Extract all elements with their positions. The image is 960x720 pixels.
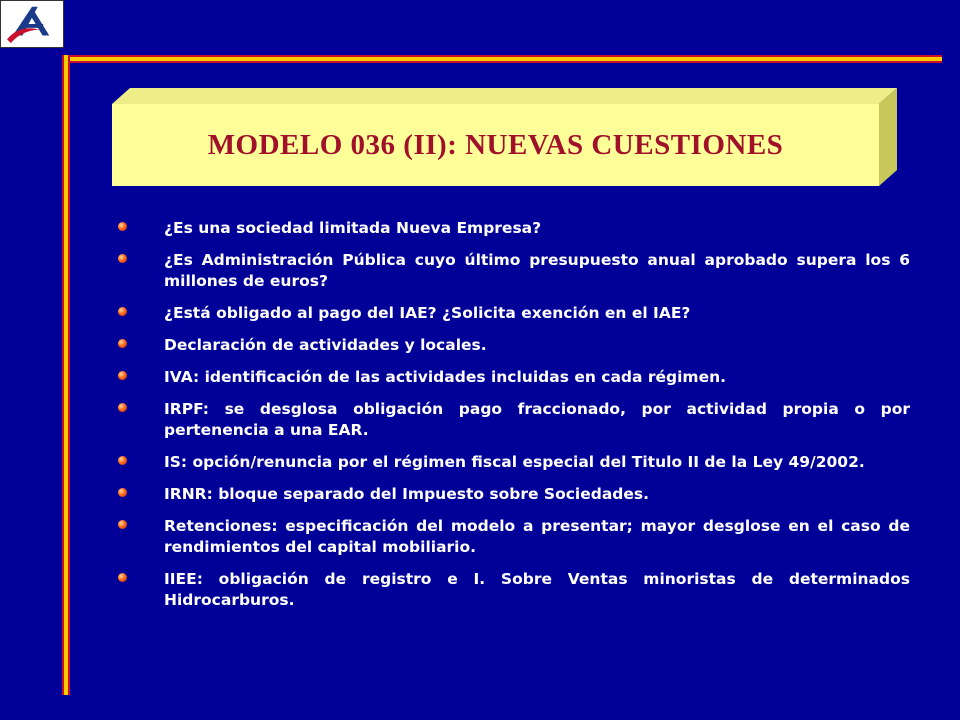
bullet-icon [118,254,127,263]
list-item [118,303,910,324]
list-item-text: ¿Es una sociedad limitada Nueva Empresa? [164,219,542,237]
page-title: MODELO 036 (II): NUEVAS CUESTIONES [207,128,784,161]
list-item [118,452,910,473]
list-item [118,569,910,611]
bullet-icon [118,456,127,465]
frame-top-stripe [62,55,942,63]
list-item-text: Retenciones: especificación del modelo a presentar; mayor desglose en el caso de rendimientos del capital mobiliario. [164,517,910,556]
list-item-text: IIEE: obligación de registro e I. Sobre Ventas minoristas de determinados Hidrocarburos. [164,570,910,609]
logo-graphic [1,1,63,47]
list-item-text: IVA: identificación de las actividades incluidas en cada régimen. [164,368,727,386]
list-item [118,399,910,441]
list-item [118,484,910,505]
list-item [118,335,910,356]
bullet-icon [118,573,127,582]
frame-left-stripe [62,55,70,695]
list-item [118,367,910,388]
list-item-text: IRPF: se desglosa obligación pago fraccionado, por actividad propia o por pertenencia a una EAR. [164,400,910,439]
bullet-icon [118,339,127,348]
bullet-icon [118,222,127,231]
bullet-icon [118,488,127,497]
bullet-icon [118,520,127,529]
list-item [118,516,910,558]
list-item-text: IS: opción/renuncia por el régimen fiscal especial del Titulo II de la Ley 49/2002. [164,453,865,471]
bullet-icon [118,307,127,316]
list-item-text: IRNR: bloque separado del Impuesto sobre Sociedades. [164,485,650,503]
title-box [112,88,897,186]
list-item-text: ¿Es Administración Pública cuyo último presupuesto anual aprobado supera los 6 millones de euros? [164,251,910,290]
agencia-tributaria-logo [0,0,64,48]
list-item [118,218,910,239]
bullet-icon [118,403,127,412]
bullet-list [118,218,910,622]
list-item [118,250,910,292]
list-item-text: ¿Está obligado al pago del IAE? ¿Solicita exención en el IAE? [164,304,691,322]
list-item-text: Declaración de actividades y locales. [164,336,487,354]
bullet-icon [118,371,127,380]
